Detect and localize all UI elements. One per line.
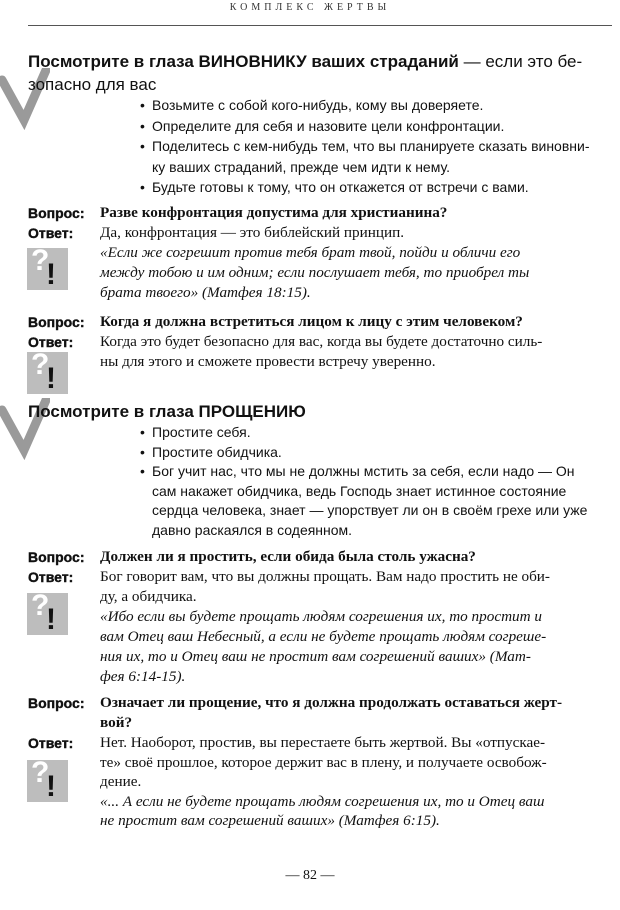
section1-heading [28, 50, 582, 73]
header-rule [28, 25, 612, 26]
quote-line: «... А если не будете прощать людям согрешения их, то и Отец ваш [100, 792, 545, 810]
section2-bullets [140, 423, 587, 540]
answer-text: Бог говорит вам, что вы должны прощать. Вам надо простить не оби- ду, а обидчика. «Ибо если вы будете прощать людям согрешения их, то простит и вам Отец ваш Небесный, а если не будете прощать людям согреше- ния их, то и Отец ваш не простит вам согрешений ваших» (Мат- фея 6:14-15). [100, 568, 550, 685]
list-item: • Простите себя. [140, 424, 251, 440]
question-exclamation-icon: ? ! [27, 352, 68, 394]
question-text: Когда я должна встретиться лицом к лицу с этим человеком? [100, 313, 523, 330]
question-text: Означает ли прощение, что я должна продолжать оставаться жерт- вой? [100, 694, 563, 731]
list-item: • Определите для себя и назовите цели конфронтации. [140, 117, 505, 134]
answer-text: Нет. Наоборот, простив, вы перестаете быть жертвой. Вы «отпускае- те» своё прошлое, которое держит вас в плену, и получаете освобож- дение. «... А если не будете прощать людям согрешения их, то и Отец ваш не простит вам согрешений ваших» (Матфея 6:15). [100, 734, 547, 829]
quote-line: ния их, то и Отец ваш не простит вам согрешений ваших» (Мат- [100, 648, 531, 665]
question-label: Вопрос: [28, 549, 85, 565]
quote-line: «Ибо если вы будете прощать людям согрешения их, то простит и [100, 608, 543, 625]
question-exclamation-icon: ? ! [27, 593, 68, 635]
question-label: Вопрос: [28, 314, 85, 330]
list-item: • Бог учит нас, что мы не должны мстить за себя, если надо — Он [140, 463, 575, 479]
list-item-cont: ку ваших страданий, прежде чем идти к нему. [152, 158, 450, 175]
list-item: • Возьмите с собой кого-нибудь, кому вы доверяете. [140, 97, 484, 113]
quote-line: брата твоего» (Матфея 18:15). [100, 284, 311, 301]
question-exclamation-icon: ? ! [27, 760, 68, 802]
question-text: Должен ли я простить, если обида была столь ужасна? [100, 548, 476, 565]
list-item: • Поделитесь с кем-нибудь тем, что вы планируете сказать виновни- [140, 138, 590, 154]
list-item-cont: сердца человека, знает — упорствует ли он в своём грехе или уже [152, 502, 588, 518]
answer-text: Да, конфронтация — это библейский принцип. «Если же согрешит против тебя брат твой, пойди и обличи его между тобою и им одним; если послушает тебя, то приобрел ты брата твоего» (Матфея 18:15). [100, 224, 530, 301]
list-item-cont: давно раскаялся в содеянном. [152, 521, 353, 538]
list-item: • Простите обидчика. [140, 443, 282, 460]
answer-label: Ответ: [28, 334, 74, 350]
quote-line: фея 6:14-15). [100, 668, 186, 685]
section1-bullets [140, 95, 590, 198]
section2-heading: Посмотрите в глаза ПРОЩЕНИЮ [28, 402, 306, 421]
answer-text: Когда это будет безопасно для вас, когда вы будете достаточно силь- ны для этого и сможете провести встречу уверенно. [100, 333, 543, 370]
list-item-cont: сам накажет обидчика, ведь Господь знает истинное состояние [152, 482, 567, 499]
section1-heading-line2: зопасно для вас [28, 75, 157, 94]
quote-line: не простит вам согрешений ваших» (Матфея 6:15). [100, 812, 440, 829]
answer-label: Ответ: [28, 569, 74, 585]
quote-line: «Если же согрешит против тебя брат твой, пойди и обличи его [100, 244, 521, 261]
quote-line: вам Отец ваш Небесный, а если не будете прощать людям согреше- [100, 628, 547, 645]
question-exclamation-icon: ? ! [27, 248, 68, 290]
heading-rest: — если это бе- [458, 52, 583, 71]
question-label: Вопрос: [28, 205, 85, 221]
question-label: Вопрос: [28, 695, 85, 711]
question-text: Разве конфронтация допустима для христианина? [100, 204, 448, 221]
heading-bold: Посмотрите в глаза ВИНОВНИКУ ваших страданий [28, 52, 459, 71]
answer-label: Ответ: [28, 225, 74, 241]
page-number: — 82 — [285, 868, 335, 883]
quote-line: между тобою и им одним; если послушает тебя, то приобрел ты [100, 264, 530, 281]
list-item: • Будьте готовы к тому, что он откажется от встречи с вами. [140, 179, 529, 195]
answer-label: Ответ: [28, 735, 74, 751]
running-head: КОМПЛЕКС ЖЕРТВЫ [229, 2, 391, 13]
